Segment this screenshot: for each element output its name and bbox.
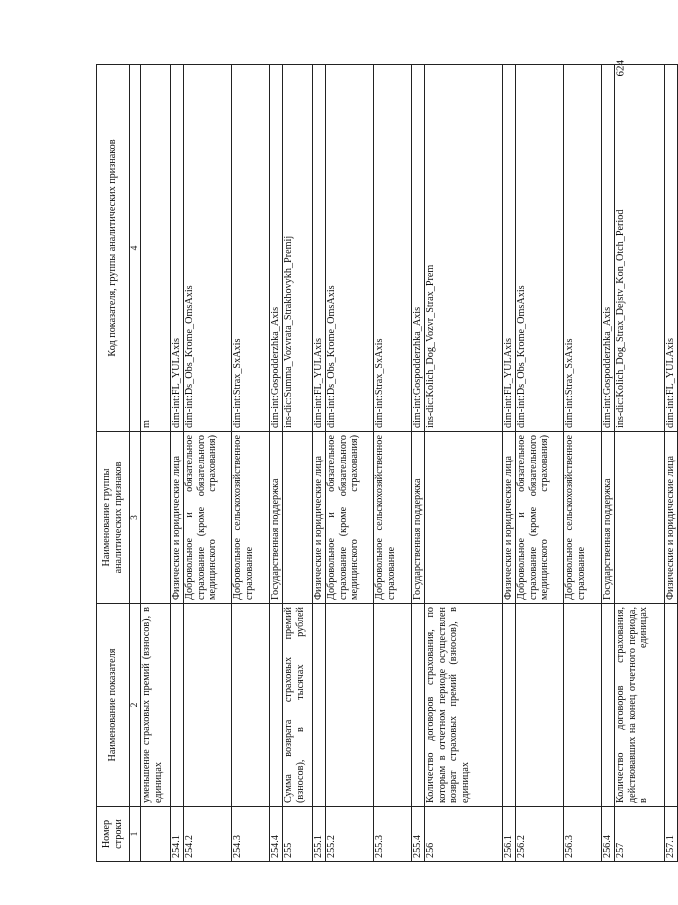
row-number: 256.1	[503, 807, 516, 862]
indicator-code: dim-int:FL_YULAxis	[665, 65, 678, 432]
table-row	[313, 65, 326, 862]
group-name: Государственная поддержка	[412, 432, 425, 604]
indicator-name	[412, 604, 425, 807]
column-number-row	[130, 65, 141, 862]
indicator-name: уменьшение страховых премий (взносов), в единицах	[141, 604, 171, 807]
indicator-code: dim-int:Ds_Obs_Krome_OmsAxis	[516, 65, 564, 432]
header-row-number: Номер строки	[97, 807, 130, 862]
indicator-name	[516, 604, 564, 807]
row-number: 255.3	[374, 807, 412, 862]
indicator-name	[602, 604, 615, 807]
table-row	[326, 65, 374, 862]
indicator-code: dim-int:Strax_SxAxis	[374, 65, 412, 432]
row-number: 256	[425, 807, 503, 862]
table-row	[171, 65, 184, 862]
header-indicator-name: Наименование показателя	[97, 604, 130, 807]
table-row	[425, 65, 503, 862]
row-number: 256.3	[564, 807, 602, 862]
indicator-code: dim-int:FL_YULAxis	[503, 65, 516, 432]
indicator-code: ins-dic:Kolich_Dog_Vozvr_Strax_Prem	[425, 65, 503, 432]
row-number: 256.4	[602, 807, 615, 862]
table-row	[141, 65, 171, 862]
column-number: 2	[130, 604, 141, 807]
indicator-code: dim-int:Gospodderzhka_Axis	[602, 65, 615, 432]
indicator-name	[184, 604, 232, 807]
row-number: 254.2	[184, 807, 232, 862]
row-number: 254.1	[171, 807, 184, 862]
indicator-code: dim-int:Gospodderzhka_Axis	[412, 65, 425, 432]
indicator-code: dim-int:FL_YULAxis	[313, 65, 326, 432]
row-number: 256.2	[516, 807, 564, 862]
table-row	[283, 65, 313, 862]
indicator-code: ins-dic:Summa_Vozvrata_Strakhovykh_Premij	[283, 65, 313, 432]
group-name: Добровольное сельскохозяйственное страхование	[232, 432, 270, 604]
row-number: 257.1	[665, 807, 678, 862]
group-name: Физические и юридические лица	[313, 432, 326, 604]
table-row	[615, 65, 665, 862]
indicator-code: ins-dic:Kolich_Dog_Strax_Dejstv_Kon_Otch_Period	[615, 65, 665, 432]
group-name: Добровольное сельскохозяйственное страхование	[374, 432, 412, 604]
indicator-name: Количество договоров страхования, действовавших на конец отчетного периода, в единицах	[615, 604, 665, 807]
indicator-name	[171, 604, 184, 807]
indicator-code: m	[141, 65, 171, 432]
group-name: Государственная поддержка	[270, 432, 283, 604]
table-row	[665, 65, 678, 862]
group-name: Добровольное и обязательное страхование (кроме обязательного медицинского страхования)	[184, 432, 232, 604]
indicator-name	[313, 604, 326, 807]
table-row	[516, 65, 564, 862]
table-row	[374, 65, 412, 862]
header-group-name: Наименование группы аналитических признаков	[97, 432, 130, 604]
indicator-name: Сумма возврата страховых премий (взносов), в тысячах рублей	[283, 604, 313, 807]
indicator-code: dim-int:Ds_Obs_Krome_OmsAxis	[184, 65, 232, 432]
indicator-name	[503, 604, 516, 807]
group-name: Физические и юридические лица	[665, 432, 678, 604]
group-name: Добровольное и обязательное страхование (кроме обязательного медицинского страхования)	[516, 432, 564, 604]
column-number: 3	[130, 432, 141, 604]
indicator-name	[665, 604, 678, 807]
indicator-name	[270, 604, 283, 807]
page-number: 624	[614, 60, 626, 77]
table-row	[232, 65, 270, 862]
group-name: Государственная поддержка	[602, 432, 615, 604]
indicator-name	[326, 604, 374, 807]
row-number: 255.2	[326, 807, 374, 862]
row-number	[141, 807, 171, 862]
group-name	[425, 432, 503, 604]
row-number: 254.3	[232, 807, 270, 862]
indicator-code: dim-int:Strax_SxAxis	[232, 65, 270, 432]
row-number: 255.1	[313, 807, 326, 862]
group-name: Добровольное и обязательное страхование (кроме обязательного медицинского страхования)	[326, 432, 374, 604]
indicator-name	[374, 604, 412, 807]
group-name: Физические и юридические лица	[171, 432, 184, 604]
table-row	[503, 65, 516, 862]
group-name: Добровольное сельскохозяйственное страхование	[564, 432, 602, 604]
group-name: Физические и юридические лица	[503, 432, 516, 604]
indicator-table	[96, 64, 678, 862]
column-number: 4	[130, 65, 141, 432]
header-row	[97, 65, 130, 862]
header-code: Код показателя, группы аналитических признаков	[97, 65, 130, 432]
indicator-name	[232, 604, 270, 807]
indicator-code: dim-int:Ds_Obs_Krome_OmsAxis	[326, 65, 374, 432]
table-row	[564, 65, 602, 862]
table-row	[412, 65, 425, 862]
column-number: 1	[130, 807, 141, 862]
table-row	[184, 65, 232, 862]
indicator-name	[564, 604, 602, 807]
indicator-code: dim-int:Strax_SxAxis	[564, 65, 602, 432]
row-number: 254.4	[270, 807, 283, 862]
indicator-code: dim-int:FL_YULAxis	[171, 65, 184, 432]
group-name	[283, 432, 313, 604]
row-number: 255.4	[412, 807, 425, 862]
row-number: 255	[283, 807, 313, 862]
row-number: 257	[615, 807, 665, 862]
group-name	[615, 432, 665, 604]
indicator-name: Количество договоров страхования, по которым в отчетном периоде осуществлен возврат страховых премий (взносов), в единицах	[425, 604, 503, 807]
group-name	[141, 432, 171, 604]
table-row	[602, 65, 615, 862]
indicator-code: dim-int:Gospodderzhka_Axis	[270, 65, 283, 432]
table-row	[270, 65, 283, 862]
